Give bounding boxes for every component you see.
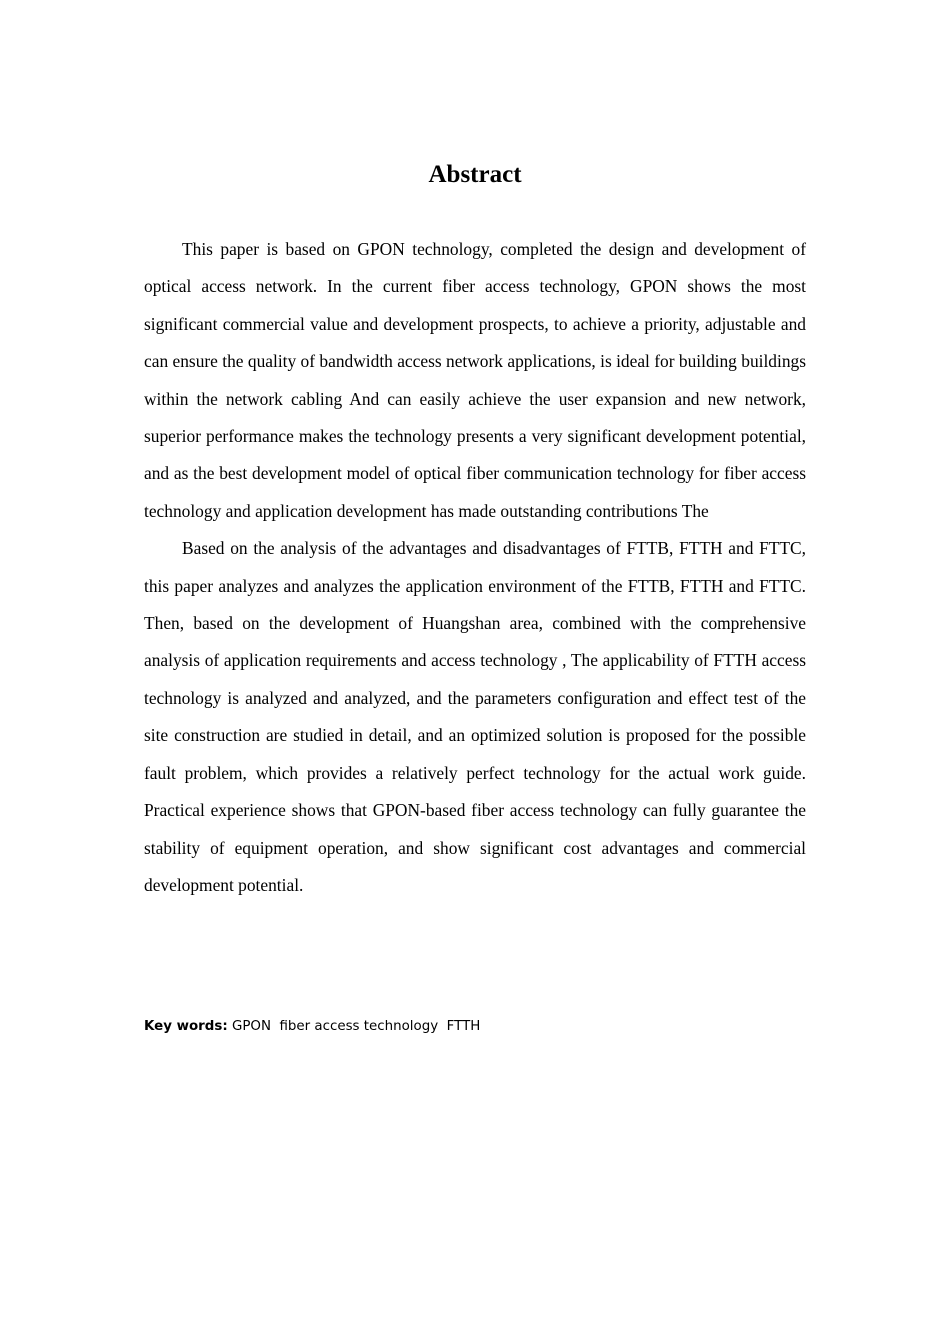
keywords-line bbox=[144, 1017, 806, 1037]
abstract-paragraph-2: Based on the analysis of the advantages and disadvantages of FTTB, FTTH and FTTC, this paper analyzes and analyzes the application environment of the FTTB, FTTH and FTTC. Then, based on the development of Huangshan area, combined with the comprehensive analysis of application requirements and access technology , The applicability of FTTH access technology is analyzed and analyzed, and the parameters configuration and effect test of the site construction are studied in detail, and an optimized solution is proposed for the possible fault problem, which provides a relatively perfect technology for the actual work guide. Practical experience shows that GPON-based fiber access technology can fully guarantee the stability of equipment operation, and show significant cost advantages and commercial development potential. bbox=[144, 538, 806, 895]
abstract-paragraph-1: This paper is based on GPON technology, completed the design and development of optical access network. In the current fiber access technology, GPON shows the most significant commercial value and development prospects, to achieve a priority, adjustable and can ensure the quality of bandwidth access network applications, is ideal for building buildings within the network cabling And can easily achieve the user expansion and new network, superior performance makes the technology presents a very significant development potential, and as the best development model of optical fiber communication technology for fiber access technology and application development has made outstanding contributions The bbox=[144, 239, 806, 521]
page-title: Abstract bbox=[428, 161, 522, 188]
keywords-value: GPON fiber access technology FTTH bbox=[227, 1019, 481, 1034]
abstract-body bbox=[144, 231, 806, 904]
keywords-label: Key words: bbox=[144, 1019, 228, 1034]
